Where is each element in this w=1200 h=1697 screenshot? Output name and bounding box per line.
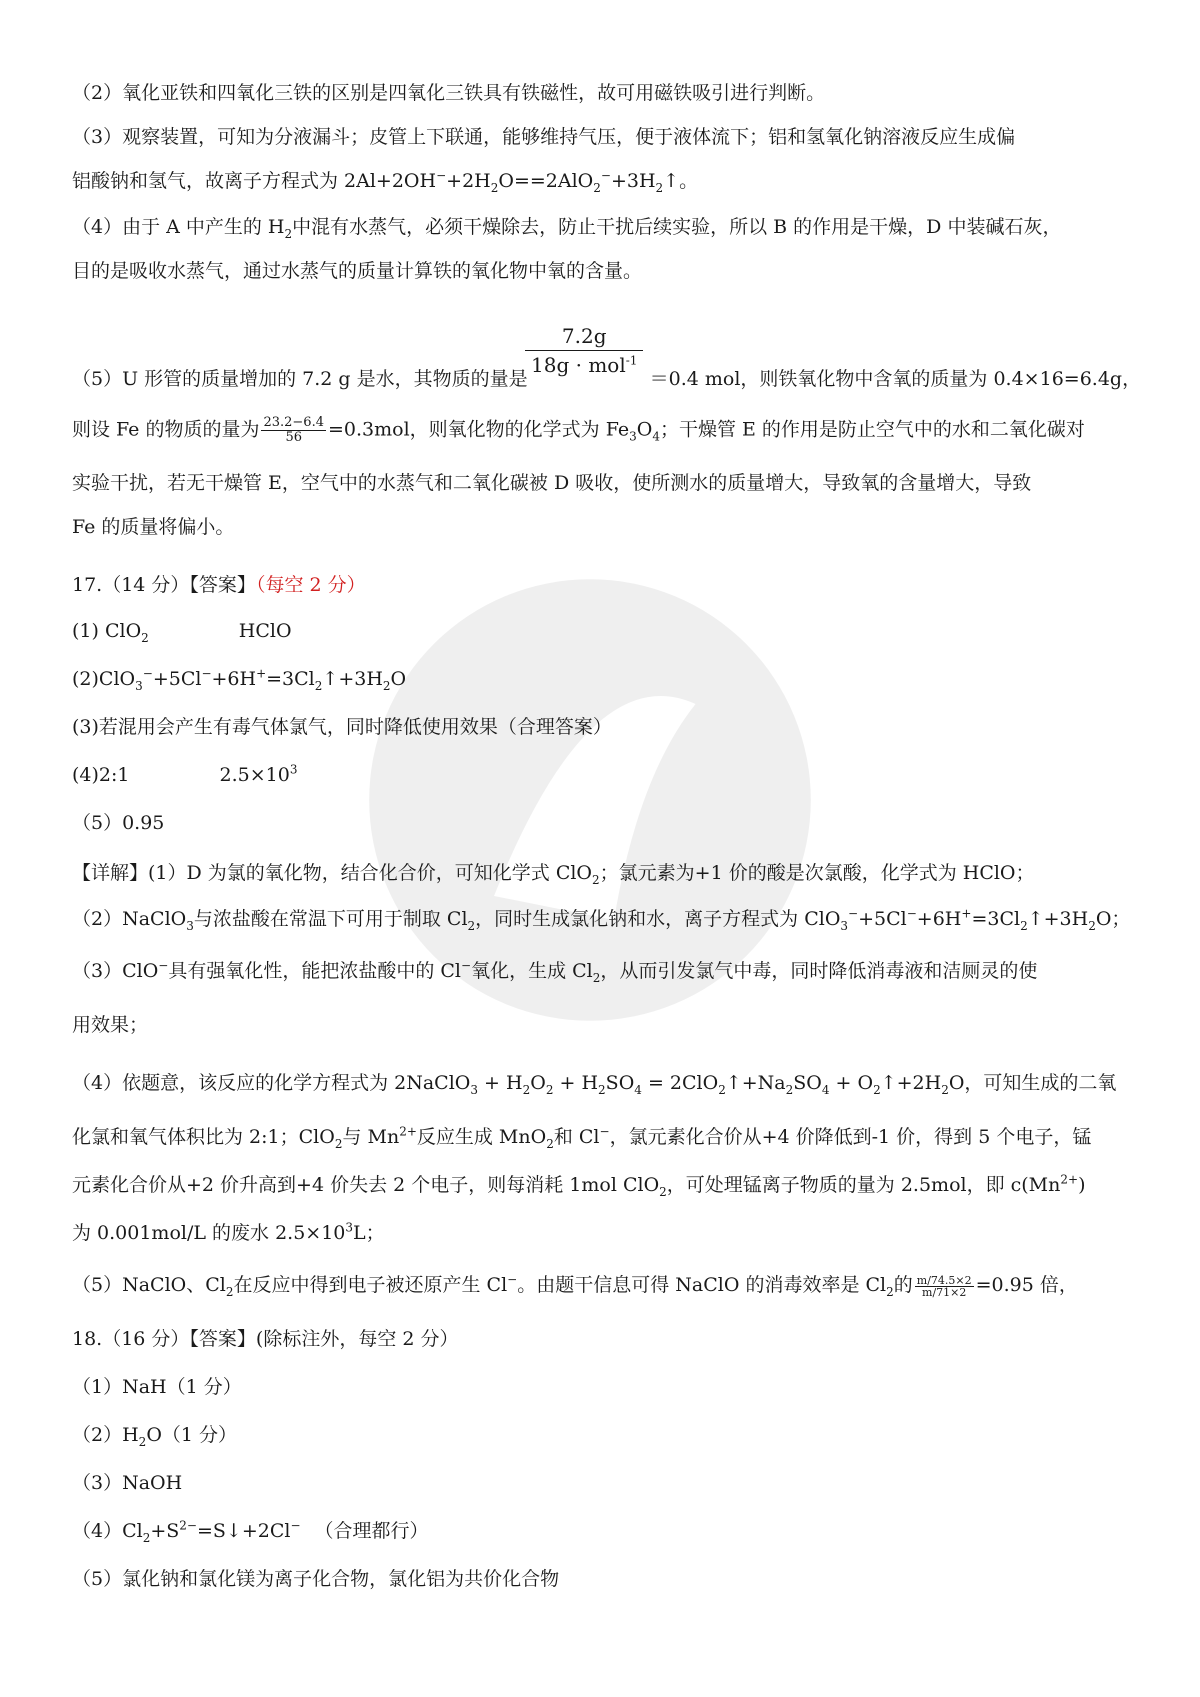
answer-17-5: （5）0.95 xyxy=(72,812,165,834)
scoring-note: （每空 2 分） xyxy=(255,574,366,596)
answer-18-3: （3）NaOH xyxy=(72,1472,183,1494)
detail-2: （2）NaClO$_3$与浓盐酸在常温下可用于制取 $Cl_2$，同时生成氯化钠和水，离子方程式为 $ClO_3^-+5Cl^-+6H^+=3Cl_2↑+3H_2O$； xyxy=(72,906,1131,933)
line-p5b: 则设 Fe 的物质的量为 $\frac{23.2-6.4}{56}$ =0.3mol，则氧化物的化学式为 $Fe_3O_4$；干燥管 E 的作用是防止空气中的水和二氧化碳对 xyxy=(72,415,1085,445)
question-17-heading: 17.（14 分）【答案】（每空 2 分） xyxy=(72,574,366,596)
line-p3a: （3）观察装置，可知为分液漏斗；皮管上下联通，能够维持气压，便于液体流下；铝和氢氧化钠溶液反应生成偏 xyxy=(72,126,1016,148)
detail-5: （5）NaClO、$Cl_2$在反应中得到电子被还原产生 Cl−。由题干信息可得 NaClO 的消毒效率是 $Cl_2$的 $\frac{m/74.5\times 2}{m/71\times 2}$ =0.95 倍， xyxy=(72,1272,1078,1299)
detail-4c: 元素化合价从+2 价升高到+4 价失去 2 个电子，则每消耗 1mol ClO$_2$，可处理锰离子物质的量为 2.5mol，即 $c(Mn^{2+})$ xyxy=(72,1172,1086,1199)
line-p5d: Fe 的质量将偏小。 xyxy=(72,516,235,538)
line-p2: （2）氧化亚铁和四氧化三铁的区别是四氧化三铁具有铁磁性，故可用磁铁吸引进行判断。 xyxy=(72,82,826,104)
answer-18-1: （1）NaH（1 分） xyxy=(72,1376,242,1398)
detail-4d: 为 0.001mol/L 的废水 $2.5\times 10^3L$； xyxy=(72,1220,385,1244)
fraction-efficiency: $\frac{m/74.5\times 2}{m/71\times 2}$ xyxy=(916,1273,972,1299)
line-p4b: 目的是吸收水蒸气，通过水蒸气的质量计算铁的氧化物中氧的含量。 xyxy=(72,260,643,282)
fraction-water-moles: 7.2g 18g · mol$^{-1}$ xyxy=(525,322,643,379)
answer-18-2: $(2)H_2O(1$ 分） xyxy=(72,1424,238,1449)
answer-18-5: （5）氯化钠和氯化镁为离子化合物，氯化铝为共价化合物 xyxy=(72,1568,560,1590)
line-p3b: 铝酸钠和氢气，故离子方程式为 $2Al+2OH^-+2H_2O==2AlO_2^-+3H_2↑$。 xyxy=(72,168,699,195)
detail-1: 【详解】(1）D 为氯的氧化物，结合化合价，可知化学式 ClO$_2$；氯元素为+1 价的酸是次氯酸，化学式为 HClO； xyxy=(72,862,1035,887)
line-p5a: （5）U 形管的质量增加的 7.2 g 是水，其物质的量是 ＝0.4 mol，则铁氧化物中含氧的质量为 0.4×16=6.4g， xyxy=(72,368,1142,390)
line-p5c: 实验干扰，若无干燥管 E，空气中的水蒸气和二氧化碳被 D 吸收，使所测水的质量增大，导致氧的含量增大，导致 xyxy=(72,472,1032,494)
answer-17-3: (3)若混用会产生有毒气体氯气，同时降低使用效果（合理答案） xyxy=(72,716,612,738)
answer-17-4: (4)2:1 $2.5\times 10^3$ xyxy=(72,762,298,786)
answer-17-1: (1) ClO$_2$ HClO xyxy=(72,620,292,645)
detail-4b: 化氯和氧气体积比为 2:1；ClO$_2$与 $Mn^{2+}$反应生成 MnO$_2$和 Cl−，氯元素化合价从+4 价降低到-1 价，得到 5 个电子，锰 xyxy=(72,1124,1092,1151)
question-18-heading: 18.（16 分）【答案】(除标注外，每空 2 分） xyxy=(72,1328,459,1350)
line-p4a: （4）由于 A 中产生的 $H_2$中混有水蒸气，必须干燥除去，防止干扰后续实验，所以 B 的作用是干燥，D 中装碱石灰， xyxy=(72,216,1062,241)
answer-17-2: $(2)ClO_3^-+5Cl^-+6H^+=3Cl_2↑+3H_2O$ xyxy=(72,666,407,693)
answer-18-4: $(4)Cl_2+S^{2-}=S↓+2Cl^-$ （合理都行） xyxy=(72,1518,429,1545)
fraction-fe-moles: $\frac{23.2-6.4}{56}$ xyxy=(263,415,324,445)
detail-4a: （4）依题意，该反应的化学方程式为 2NaClO$_3$ + $H_2O_2 + H_2SO_4$ = $2ClO_2↑+Na_2SO_4$ + $O_2↑+2H_2O$，可知生成的二氧 xyxy=(72,1072,1117,1097)
detail-3a: （3）ClO−具有强氧化性，能把浓盐酸中的 Cl−氧化，生成 $Cl_2$，从而引发氯气中毒，同时降低消毒液和洁厕灵的使 xyxy=(72,958,1038,985)
detail-3b: 用效果； xyxy=(72,1014,149,1036)
